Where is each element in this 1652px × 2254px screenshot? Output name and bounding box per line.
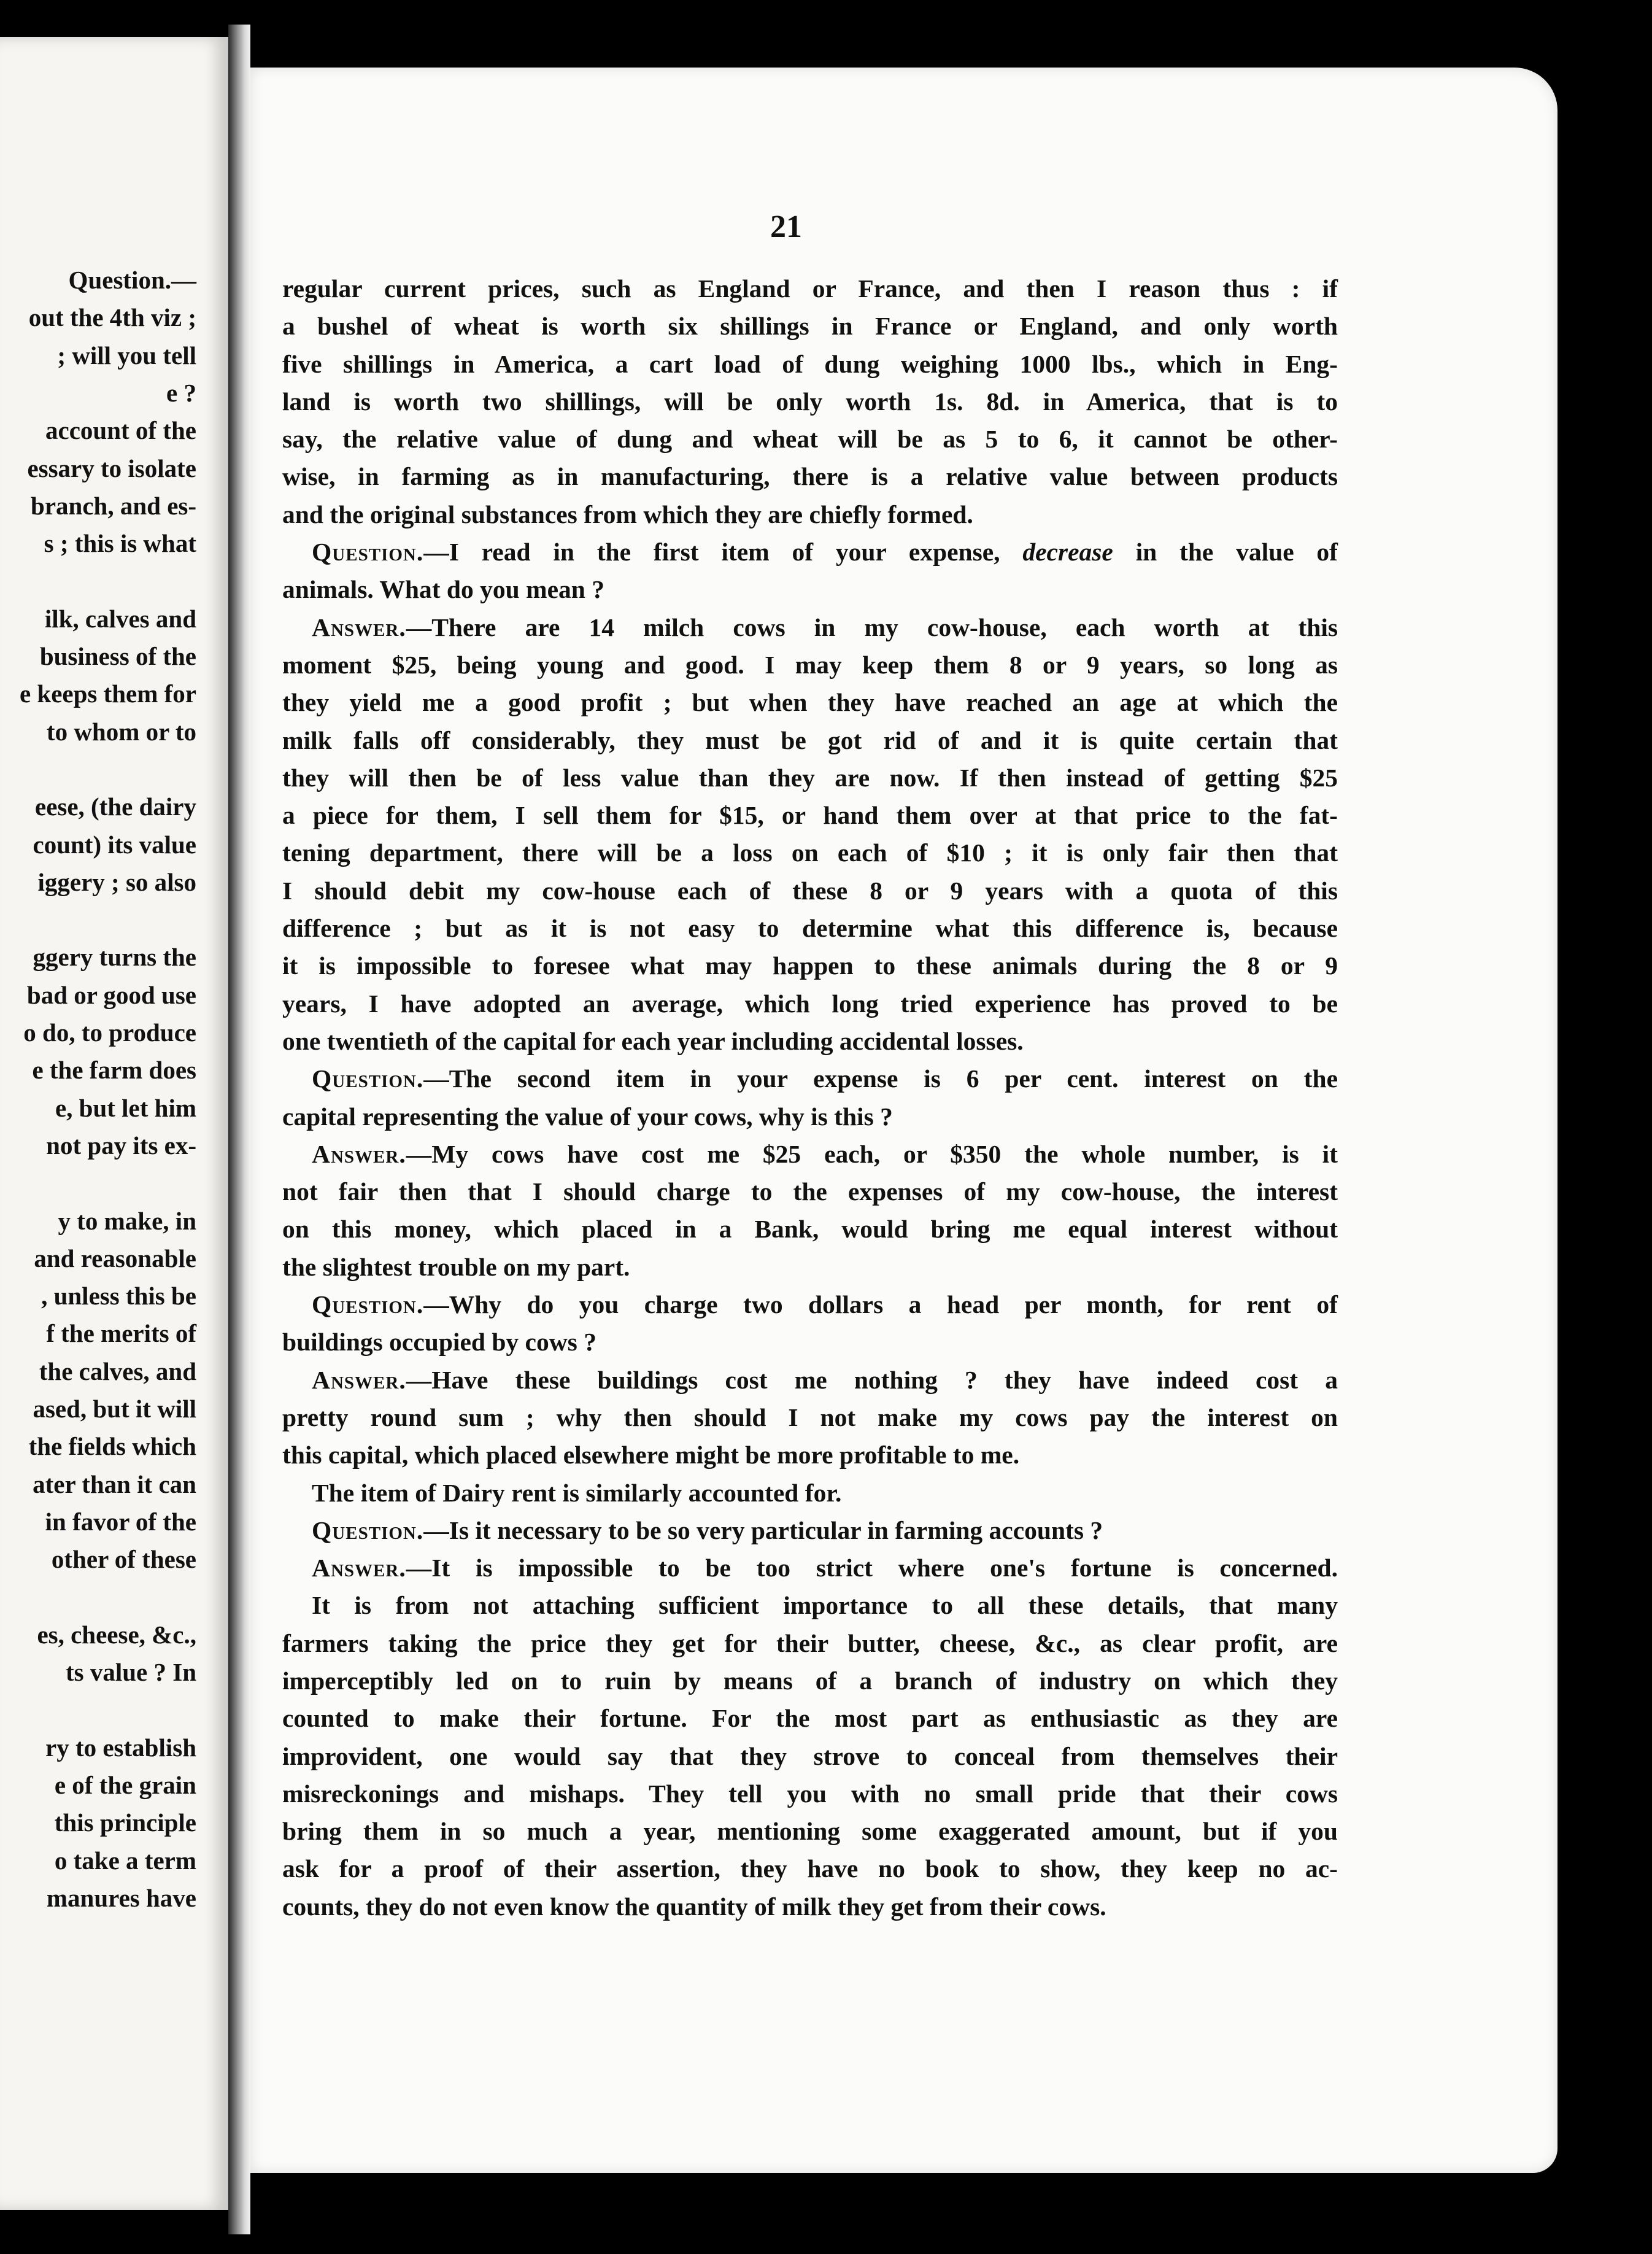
answer-cows: Answer.—There are 14 milch cows in my cow-house, each worth at this <box>312 613 1338 641</box>
answer-interest: Answer.—My cows have cost me $25 each, or $350 the whole number, is it <box>312 1139 1338 1168</box>
question-interest-cont <box>282 1098 1338 1136</box>
text-line: It is from not attaching sufficient importance to all these details, that many <box>312 1591 1338 1620</box>
facing-page-line: business of the <box>39 642 196 670</box>
facing-page-line: f the merits of <box>46 1319 196 1348</box>
facing-page-line: and reasonable <box>34 1244 196 1272</box>
facing-page-line: eese, (the dairy <box>35 792 196 821</box>
question-particular: Question.—Is it necessary to be so very particular in farming accounts ? <box>312 1516 1103 1544</box>
facing-page-line: ater than it can <box>33 1470 196 1498</box>
text-line: a piece for them, I sell them for $15, or hand them over at that price to the fat- <box>282 801 1338 830</box>
text-line: years, I have adopted an average, which long tried experience has proved to be <box>282 989 1338 1018</box>
facing-page-line: other of these <box>51 1545 196 1574</box>
question-label: Question. <box>312 1290 424 1319</box>
text-line: not fair then that I should charge to the expenses of my cow-house, the interest <box>282 1177 1338 1206</box>
paragraph-prices <box>282 270 1338 533</box>
facing-page-line: y to make, in <box>58 1206 196 1235</box>
text-line: buildings occupied by cows ? <box>282 1328 596 1357</box>
facing-page-line: e ? <box>166 378 196 407</box>
text-line: and the original substances from which they are chiefly formed. <box>282 500 973 529</box>
text-line: a bushel of wheat is worth six shillings in France or England, and only worth <box>282 312 1338 341</box>
text-line: difference ; but as it is not easy to determine what this difference is, because <box>282 914 1338 943</box>
text-line: the slightest trouble on my part. <box>282 1252 630 1281</box>
facing-page-line: out the 4th viz ; <box>28 303 196 332</box>
text-line: pretty round sum ; why then should I not make my cows pay the interest on <box>282 1403 1338 1431</box>
text-line: it is impossible to foresee what may happen to these animals during the 8 or 9 <box>282 951 1338 980</box>
facing-page-line: the calves, and <box>39 1357 196 1385</box>
question-label: Question. <box>312 538 424 567</box>
facing-page-line: not pay its ex- <box>46 1131 196 1160</box>
facing-page-line: bad or good use <box>26 980 196 1009</box>
answer-label: Answer. <box>312 1365 406 1394</box>
text-line: this capital, which placed elsewhere might be more profitable to me. <box>282 1441 1020 1470</box>
facing-page-line: ilk, calves and <box>44 604 196 633</box>
facing-page-line: o take a term <box>54 1846 196 1875</box>
facing-page-line: e the farm does <box>32 1056 196 1085</box>
question-decrease-cont: animals. What do you mean ? <box>282 575 604 604</box>
answer-rent: Answer.—Have these buildings cost me nothing ? they have indeed cost a <box>312 1365 1338 1394</box>
text-line: improvident, one would say that they strove to conceal from themselves their <box>282 1741 1338 1770</box>
facing-page-line: ggery turns the <box>33 943 196 972</box>
answer-label: Answer. <box>312 1139 406 1168</box>
answer-label: Answer. <box>312 613 406 641</box>
facing-page-line: ts value ? In <box>65 1658 196 1687</box>
paragraph-farmers <box>282 1587 1338 1926</box>
facing-page-line: ased, but it will <box>33 1395 196 1423</box>
body-text <box>282 270 1338 1926</box>
facing-page-line: o do, to produce <box>23 1018 196 1047</box>
text-line: capital representing the value of your cows, why is this ? <box>282 1102 893 1131</box>
answer-label: Answer. <box>312 1554 406 1582</box>
text-line: milk falls off considerably, they must be got rid of and it is quite certain that <box>282 726 1338 754</box>
text-line: say, the relative value of dung and wheat will be as 5 to 6, it cannot be other- <box>282 425 1338 454</box>
facing-page-line: es, cheese, &c., <box>37 1620 196 1649</box>
text-line: imperceptibly led on to ruin by means of a branch of industry on which they <box>282 1666 1338 1695</box>
page-number: 21 <box>770 209 802 244</box>
facing-page-line: this principle <box>54 1808 196 1837</box>
text-line: five shillings in America, a cart load of dung weighing 1000 lbs., which in Eng- <box>282 349 1338 378</box>
facing-page-line: Question.— <box>68 266 196 294</box>
answer-interest-cont <box>282 1173 1338 1286</box>
facing-page-line: branch, and es- <box>31 491 196 520</box>
facing-page-line: count) its value <box>33 830 196 859</box>
text-line: tening department, there will be a loss on each of $10 ; it is only fair then that <box>282 838 1338 867</box>
text-line: misreckonings and mishaps. They tell you with no small pride that their cows <box>282 1779 1338 1808</box>
text-line: ask for a proof of their assertion, they have no book to show, they keep no ac- <box>282 1854 1338 1883</box>
emphasis-decrease: decrease <box>1022 538 1113 567</box>
facing-page-line: e of the grain <box>54 1771 196 1799</box>
text-line: land is worth two shillings, will be only worth 1s. 8d. in America, that is to <box>282 387 1338 416</box>
facing-page-line: the fields which <box>28 1432 196 1461</box>
question-interest: Question.—The second item in your expense is 6 per cent. interest on the <box>312 1064 1338 1093</box>
text-line: counts, they do not even know the quantity of milk they get from their cows. <box>282 1892 1106 1921</box>
book-gutter <box>228 25 250 2234</box>
facing-page-line: ; will you tell <box>57 341 196 370</box>
facing-page-line: s ; this is what <box>44 529 196 558</box>
facing-page-line: e keeps them for <box>19 680 196 708</box>
facing-page-line: account of the <box>45 416 196 445</box>
question-rent-cont <box>282 1323 1338 1361</box>
facing-page <box>0 37 228 2210</box>
question-label: Question. <box>312 1516 424 1544</box>
facing-page-line: iggery ; so also <box>37 867 196 896</box>
answer-rent-cont <box>282 1399 1338 1474</box>
facing-page-line: , unless this be <box>41 1282 196 1311</box>
text-line: farmers taking the price they get for their butter, cheese, &c., as clear profit, are <box>282 1629 1338 1657</box>
answer-strict: Answer.—It is impossible to be too strict where one's fortune is concerned. <box>312 1554 1338 1582</box>
facing-page-line: manures have <box>46 1883 196 1912</box>
dairy-rent-note: The item of Dairy rent is similarly accounted for. <box>312 1478 842 1507</box>
text-line: they yield me a good profit ; but when they have reached an age at which the <box>282 688 1338 717</box>
question-label: Question. <box>312 1064 424 1093</box>
facing-page-line: e, but let him <box>55 1093 196 1122</box>
question-rent: Question.—Why do you charge two dollars a head per month, for rent of <box>312 1290 1338 1319</box>
text-line: on this money, which placed in a Bank, would bring me equal interest without <box>282 1215 1338 1244</box>
text-line: bring them in so much a year, mentioning some exaggerated amount, but if you <box>282 1817 1338 1846</box>
text-line: one twentieth of the capital for each year including accidental losses. <box>282 1026 1024 1055</box>
text-line: regular current prices, such as England or France, and then I reason thus : if <box>282 274 1338 303</box>
text-line: they will then be of less value than they are now. If then instead of getting $25 <box>282 763 1338 792</box>
text-line: moment $25, being young and good. I may keep them 8 or 9 years, so long as <box>282 650 1338 679</box>
answer-cows-cont <box>282 646 1338 1060</box>
facing-page-line: ry to establish <box>45 1733 196 1762</box>
question-decrease: Question.—I read in the first item of your expense, decrease in the value of <box>312 538 1338 567</box>
text-line: counted to make their fortune. For the most part as enthusiastic as they are <box>282 1704 1338 1733</box>
facing-page-line: in favor of the <box>45 1507 196 1536</box>
facing-page-line: essary to isolate <box>27 454 196 482</box>
text-line: wise, in farming as in manufacturing, there is a relative value between products <box>282 462 1338 491</box>
text-line: I should debit my cow-house each of these 8 or 9 years with a quota of this <box>282 876 1338 905</box>
facing-page-line: to whom or to <box>46 717 196 746</box>
